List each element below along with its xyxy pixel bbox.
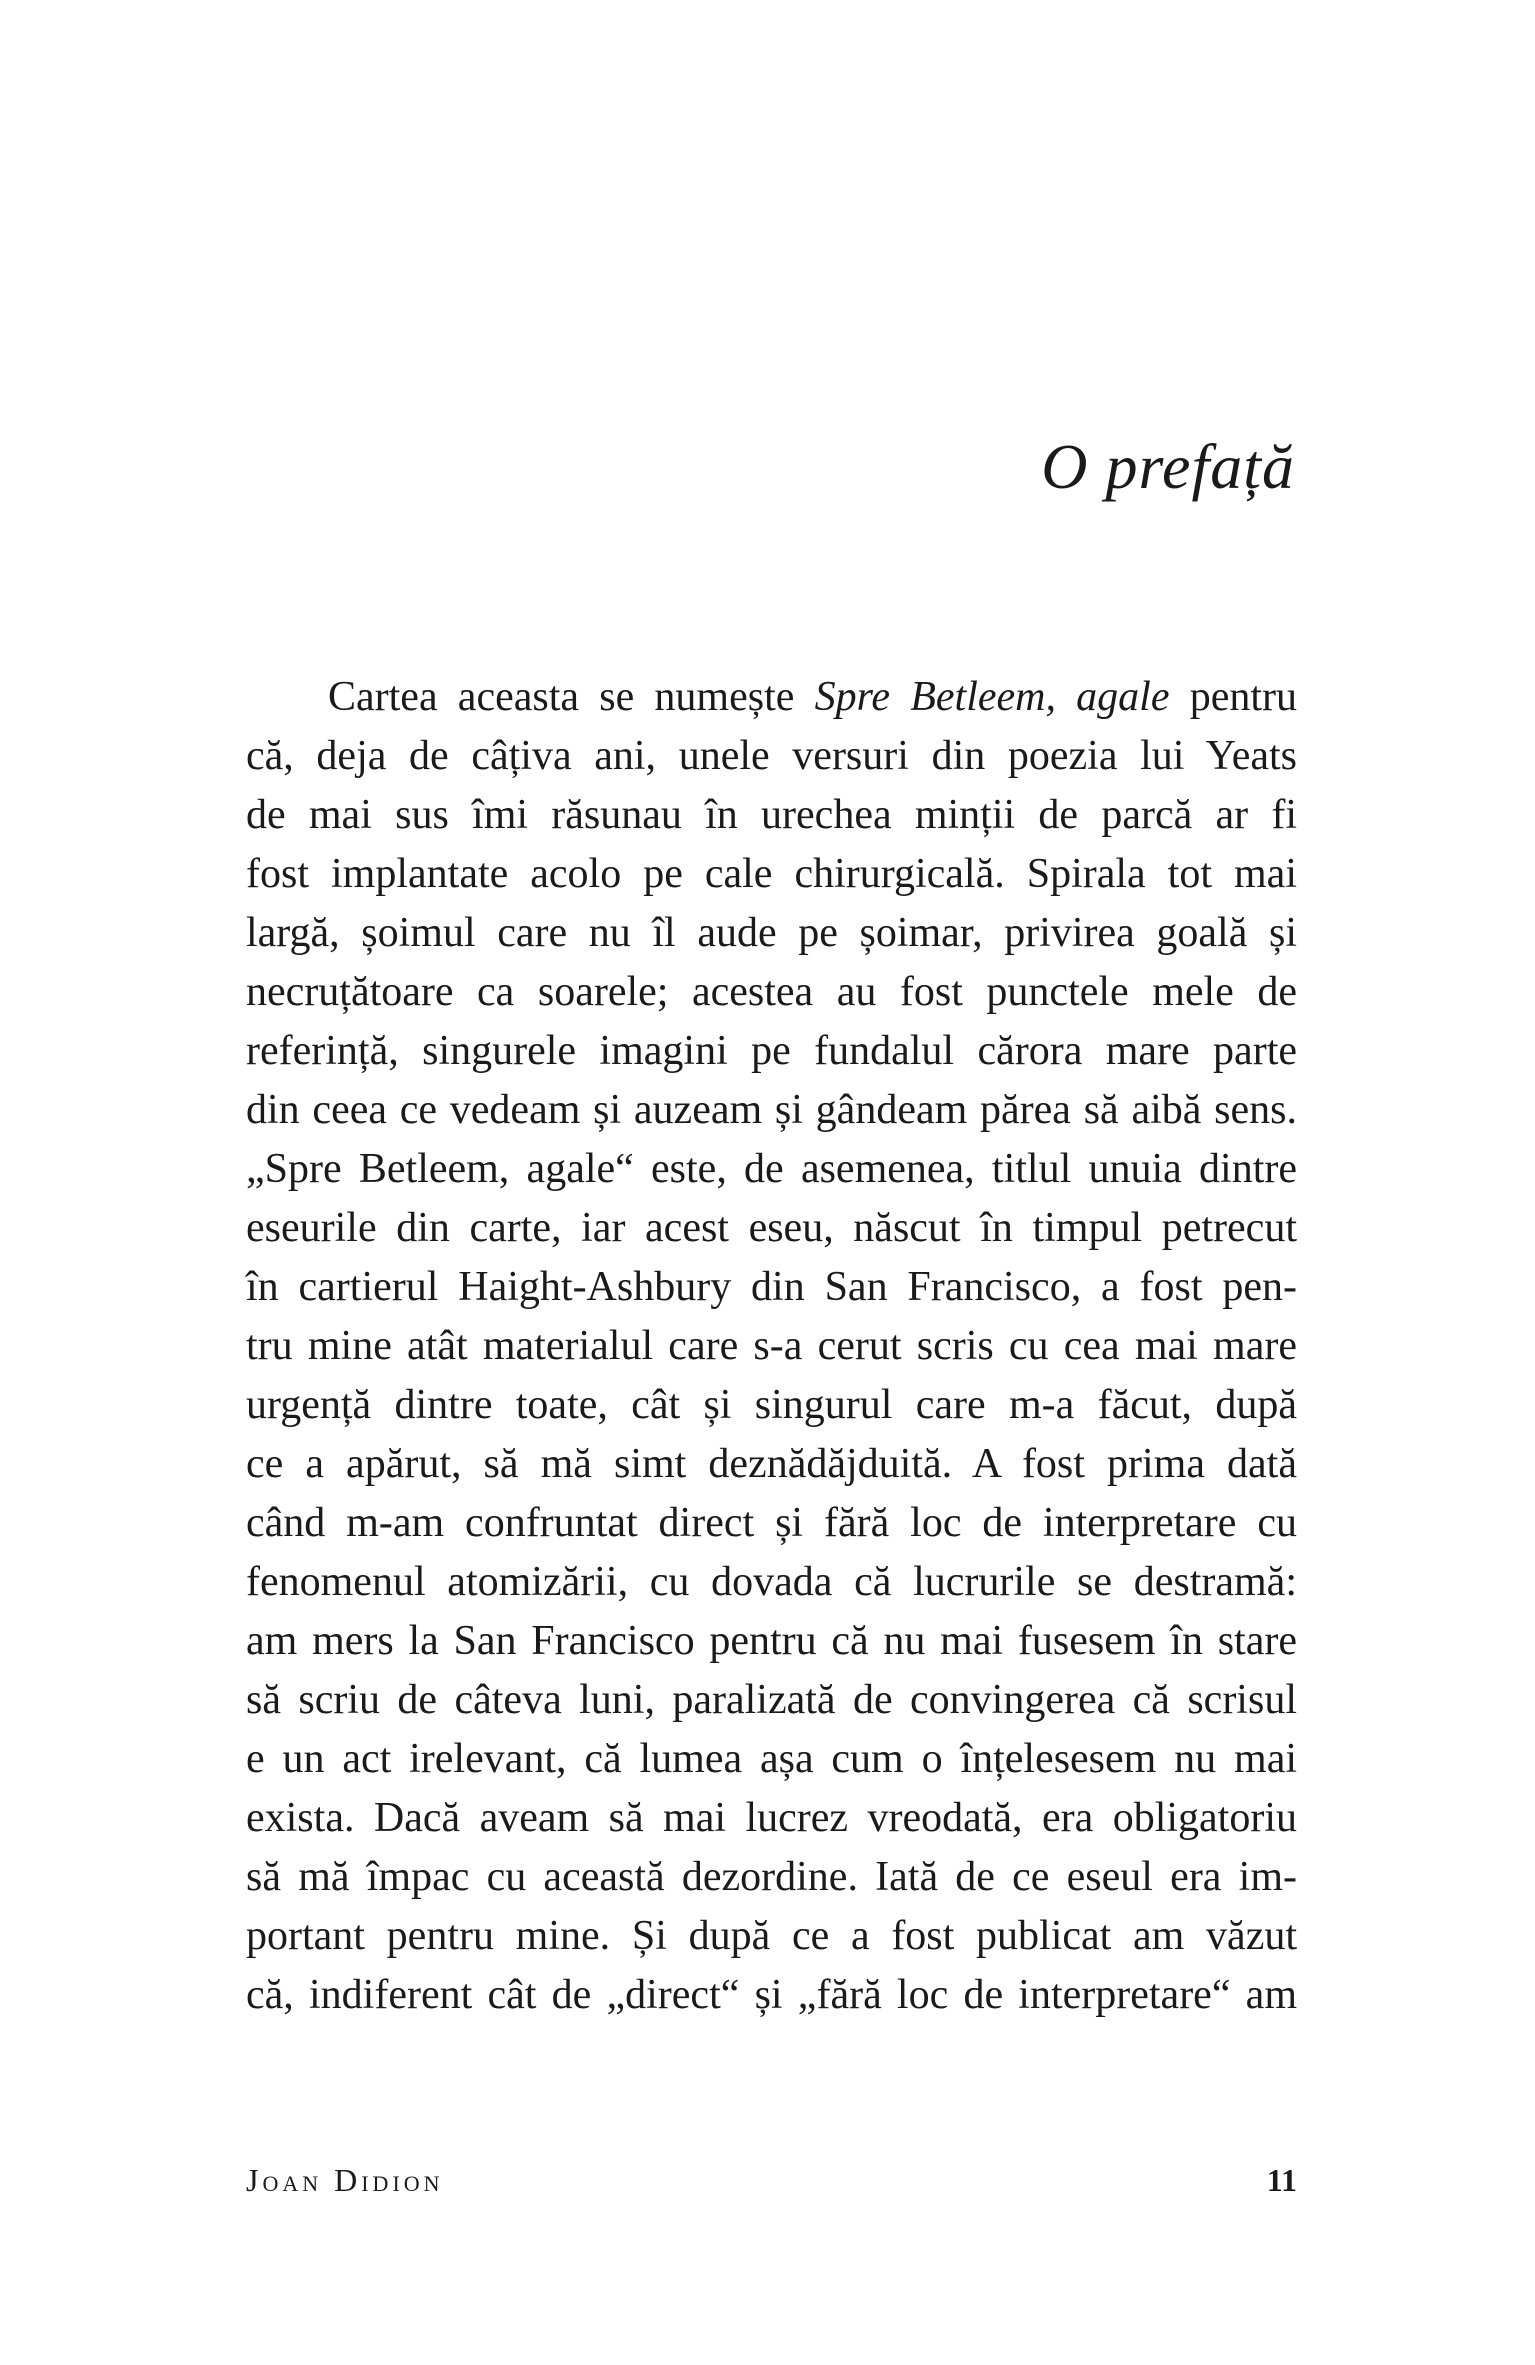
text-line: [246, 1671, 1297, 1730]
text-line: [246, 1848, 1297, 1907]
text-segment: urgență dintre toate, cât și singurul care m-a făcut, după: [246, 1382, 1297, 1428]
text-segment: de mai sus îmi răsunau în urechea minții de parcă ar fi: [246, 792, 1297, 838]
text-segment: tru mine atât materialul care s-a cerut scris cu cea mai mare: [246, 1323, 1297, 1369]
text-segment: referință, singurele imagini pe fundalul cărora mare parte: [246, 1028, 1297, 1074]
text-segment: largă, șoimul care nu îl aude pe șoimar, privirea goală și: [246, 910, 1297, 956]
text-line: [246, 1435, 1297, 1494]
text-segment: că, deja de câțiva ani, unele versuri din poezia lui Yeats: [246, 733, 1297, 779]
chapter-title: O prefață: [1041, 431, 1295, 502]
text-line: [246, 1789, 1297, 1848]
text-line: [246, 1140, 1297, 1199]
text-line: [246, 1553, 1297, 1612]
text-segment: e un act irelevant, că lumea așa cum o înțelesesem nu mai: [246, 1736, 1297, 1782]
text-line: [246, 1022, 1297, 1081]
page-footer: [246, 2162, 1297, 2202]
text-segment: fost implantate acolo pe cale chirurgicală. Spirala tot mai: [246, 851, 1297, 897]
text-line: [246, 904, 1297, 963]
text-line: [246, 786, 1297, 845]
text-line: [246, 845, 1297, 904]
text-line: [246, 1966, 1297, 2025]
text-segment: să scriu de câteva luni, paralizată de convingerea că scrisul: [246, 1677, 1297, 1723]
text-segment: că, indiferent cât de „direct“ și „fără loc de interpretare“ am: [246, 1972, 1297, 2018]
text-segment: să mă împac cu această dezordine. Iată de ce eseul era im-: [246, 1854, 1297, 1900]
text-segment: portant pentru mine. Și după ce a fost publicat am văzut: [246, 1913, 1297, 1959]
text-segment: eseurile din carte, iar acest eseu, născut în timpul petrecut: [246, 1205, 1297, 1251]
text-line: [246, 1612, 1297, 1671]
text-segment: când m-am confruntat direct și fără loc de interpretare cu: [246, 1500, 1297, 1546]
text-line: [246, 1376, 1297, 1435]
text-segment: „Spre Betleem, agale“ este, de asemenea, titlul unuia dintre: [246, 1146, 1297, 1192]
text-line: [246, 1081, 1297, 1140]
text-segment: necruțătoare ca soarele; acestea au fost punctele mele de: [246, 969, 1297, 1015]
text-segment: am mers la San Francisco pentru că nu mai fusesem în stare: [246, 1618, 1297, 1664]
text-segment: din ceea ce vedeam și auzeam și gândeam părea să aibă sens.: [246, 1087, 1297, 1133]
text-line: [246, 1494, 1297, 1553]
text-line: [246, 963, 1297, 1022]
page-number: 11: [1266, 2162, 1297, 2198]
text-segment: în cartierul Haight-Ashbury din San Francisco, a fost pen-: [246, 1264, 1297, 1310]
text-segment: exista. Dacă aveam să mai lucrez vreodată, era obligatoriu: [246, 1795, 1297, 1841]
text-line: [246, 1258, 1297, 1317]
text-segment: pentru: [1169, 674, 1297, 720]
running-head-author: Joan Didion: [246, 2162, 444, 2198]
text-line: [246, 668, 1297, 727]
text-line: [246, 1199, 1297, 1258]
book-title-emphasis: Spre Betleem, agale: [814, 674, 1170, 720]
text-line: [246, 1317, 1297, 1376]
text-segment: fenomenul atomizării, cu dovada că lucrurile se destramă:: [246, 1559, 1297, 1605]
text-line: [246, 1730, 1297, 1789]
text-line: [246, 727, 1297, 786]
text-segment: ce a apărut, să mă simt deznădăjduită. A fost prima dată: [246, 1441, 1297, 1487]
text-segment: Cartea aceasta se numește: [328, 674, 815, 720]
body-paragraph: [246, 668, 1297, 2025]
text-line: [246, 1907, 1297, 1966]
